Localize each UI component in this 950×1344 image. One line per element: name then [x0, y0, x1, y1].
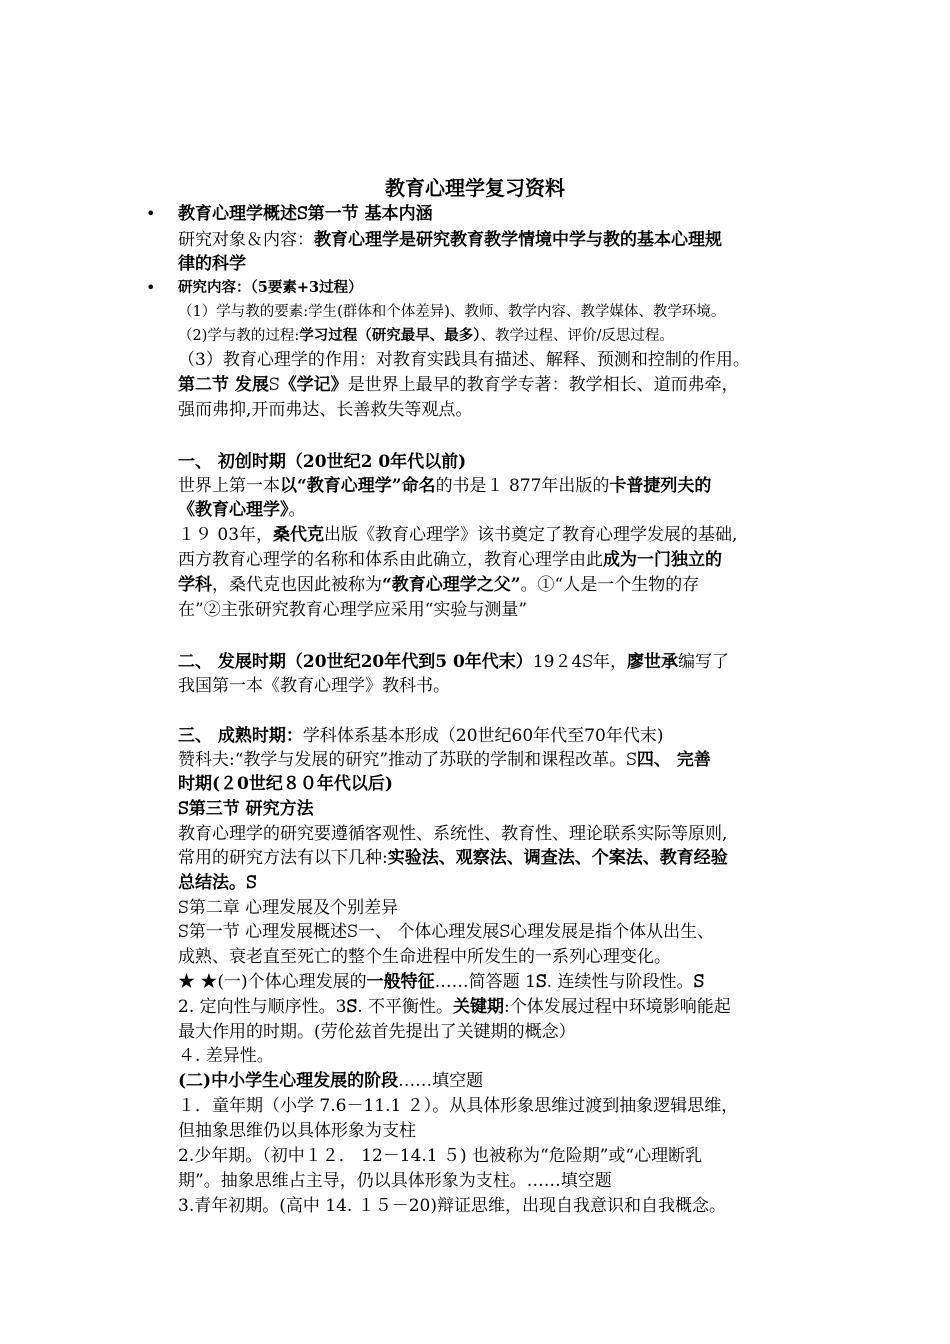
bold-text: 以“教育心理学”命名: [280, 476, 436, 496]
section-heading: [178, 202, 818, 226]
bold-text: 关键期: [453, 997, 505, 1017]
text-span: 编写了: [678, 652, 730, 672]
chapter-heading: [178, 896, 818, 920]
text-line: 但抽象思维仍以具体形象为支柱: [178, 1121, 416, 1141]
text-line: （3）教育心理学的作用：对教育实践具有描述、解释、预测和控制的作用。: [178, 350, 750, 370]
bold-text: 成为一门独立的: [603, 550, 722, 570]
heading-text: (二)中小学生心理发展的阶段: [178, 1071, 399, 1091]
text-span: 2. 定向性与顺序性。3: [178, 997, 347, 1017]
text-line: [178, 920, 818, 944]
heading-text: 第二章 心理发展及个别差异: [188, 898, 399, 918]
text-line: [178, 548, 818, 572]
text-span: :个体发展过程中环境影响能起: [504, 997, 731, 1017]
mark-glyph: ꕶ: [178, 799, 189, 819]
bold-text: 桑代克: [273, 525, 325, 545]
text-span: 赞科夫:“教学与发展的研究”推动了苏联的学制和课程改革。: [178, 750, 627, 770]
text-line: 强而弗抑,开而弗达、长善救失等观点。: [178, 400, 473, 420]
text-line: 3.青年初期。(高中 14. １５－20)辩证思维，出现自我意识和自我概念。: [178, 1196, 726, 1216]
text-span: 。: [288, 500, 306, 520]
heading-text: 教育心理学概述: [178, 204, 297, 224]
mark-glyph: ꕶ: [499, 922, 511, 942]
bold-text: 教育心理学是研究教育教学情境中学与教的基本心理规: [314, 230, 722, 250]
mark-glyph: ꕶ: [246, 873, 257, 893]
mark-glyph: ꕶ: [535, 972, 547, 992]
text-line: [178, 573, 818, 597]
document-title: 教育心理学复习资料: [385, 176, 565, 200]
bold-text: 《教育心理学》: [178, 500, 289, 520]
text-line: 2.少年期。（初中１２． 12－14.1 ５) 也被称为“危险期”或“心理断乳: [178, 1146, 703, 1166]
text-line: 教育心理学的研究要遵循客观性、系统性、教育性、理论联系实际等原则,: [178, 824, 728, 844]
text-line: [178, 871, 818, 895]
text-span: １９ 03年，: [178, 525, 274, 545]
text-line: [178, 970, 818, 994]
text-span: 19２4: [532, 652, 583, 672]
text-line: [178, 772, 818, 796]
text-line: [178, 228, 818, 252]
bold-text: 四、 完善: [636, 750, 711, 770]
bold-text: 学科: [178, 575, 212, 595]
text-span: 。①“人是一个生物的存: [520, 575, 700, 595]
text-line: [178, 252, 818, 276]
text-span: 常用的研究方法有以下几种:: [178, 848, 388, 868]
text-line: 最大作用的时期。(劳伦兹首先提出了关键期的概念）: [178, 1022, 576, 1042]
mark-glyph: ꕶ: [626, 750, 637, 770]
bold-text: 学习过程（研究最早、最多）: [299, 327, 481, 344]
mark-glyph: ꕶ: [582, 652, 594, 672]
bold-text: 一般特征: [366, 972, 435, 992]
text-span: . 不平衡性。: [357, 997, 454, 1017]
text-span: 世界上第一本: [178, 476, 280, 496]
mark-glyph: ꕶ: [178, 922, 189, 942]
bold-text: 律的科学: [178, 254, 246, 274]
bold-text: 第二节 发展: [178, 375, 269, 395]
mark-glyph: ꕶ: [178, 898, 189, 918]
text-line: １．童年期（小学 7.6－11.1 ２）。从具体形象思维过渡到抽象逻辑思维，: [178, 1096, 739, 1116]
text-line: [178, 474, 818, 498]
text-span: 年，: [593, 652, 628, 672]
heading-text: 三、 成熟时期：: [178, 726, 303, 746]
section-heading: [178, 724, 818, 748]
heading-text: 一、 初创时期（20世纪2 0年代以前): [178, 452, 467, 472]
mark-glyph: ꕶ: [347, 922, 358, 942]
text-span: ，桑代克也因此被称为: [212, 575, 382, 595]
heading-text: 第一节 基本内涵: [307, 204, 433, 224]
text-line: 我国第一本《教育心理学》教科书。: [178, 676, 450, 696]
mark-glyph: ꕶ: [268, 375, 280, 395]
bold-text: 廖世承: [627, 652, 679, 672]
label-text: 研究对象＆内容：: [178, 230, 314, 250]
text-span: . 连续性与阶段性。: [546, 972, 694, 992]
text-line: [178, 748, 818, 772]
heading-text: 二、 发展时期（20世纪20年代到5 0年代末）: [178, 652, 533, 672]
text-line: ４. 差异性。: [178, 1046, 274, 1066]
text-span: ★ ★(一)个体心理发展的: [178, 972, 367, 992]
text-line: 期”。抽象思维占主导，仍以具体形象为支柱。……填空题: [178, 1171, 612, 1191]
text-span: 、教学过程、评价/反思过程。: [480, 328, 674, 344]
text-line: [178, 995, 818, 1019]
bold-text: 实验法、观察法、调查法、个案法、教育经验: [387, 848, 728, 868]
mark-glyph: ꕶ: [346, 997, 358, 1017]
heading-text: 研究内容：（5要素+3过程）: [178, 279, 363, 296]
bullet-marker: •: [146, 204, 156, 223]
text-span: 学科体系基本形成（20世纪60年代至70年代末): [302, 726, 664, 746]
text-span: 的书是１ 877年出版的: [435, 476, 610, 496]
bold-text: 时期(２0世纪８０年代以后): [178, 774, 393, 794]
section-heading: [178, 1069, 818, 1093]
text-line: [178, 523, 818, 547]
text-span: 出版《教育心理学》该书奠定了教育心理学发展的基础,: [324, 525, 738, 545]
section-heading: [178, 450, 818, 474]
text-line: [178, 373, 818, 397]
text-line: （1）学与教的要素:学生(群体和个体差异)、教师、教学内容、教学媒体、教学环境。: [178, 304, 726, 320]
text-span: ……填空题: [398, 1071, 484, 1091]
mark-glyph: ꕶ: [693, 972, 705, 992]
bold-text: 总结法。: [178, 873, 246, 893]
heading-text: 第三节 研究方法: [188, 799, 314, 819]
bold-text: 卡普捷列夫的: [609, 476, 712, 496]
text-span: 西方教育心理学的名称和体系由此确立，教育心理学由此: [178, 550, 603, 570]
text-line: [178, 324, 818, 348]
bold-text: “教育心理学之父”: [382, 575, 521, 595]
text-line: 在”②主张研究教育心理学应采用“实验与测量”: [178, 600, 528, 620]
text-span: （2)学与教的过程:: [178, 328, 300, 344]
bold-text: 《学记》: [279, 375, 348, 395]
text-line: 成熟、衰老直至死亡的整个生命进程中所发生的一系列心理变化。: [178, 947, 671, 967]
text-line: [178, 846, 818, 870]
section-heading: [178, 650, 818, 674]
mark-glyph: ꕶ: [297, 204, 308, 224]
text-span: 是世界上最早的教育学专著：教学相长、道而弗牵，: [347, 375, 739, 395]
text-span: 一、 个体心理发展: [357, 922, 500, 942]
bullet-marker: •: [146, 278, 156, 297]
text-line: [178, 498, 818, 522]
section-heading: [178, 276, 818, 300]
text-span: ……简答题 1: [434, 972, 536, 992]
text-span: 心理发展是指个体从出生、: [510, 922, 715, 942]
section-heading: [178, 797, 818, 821]
text-span: 第一节 心理发展概述: [188, 922, 348, 942]
